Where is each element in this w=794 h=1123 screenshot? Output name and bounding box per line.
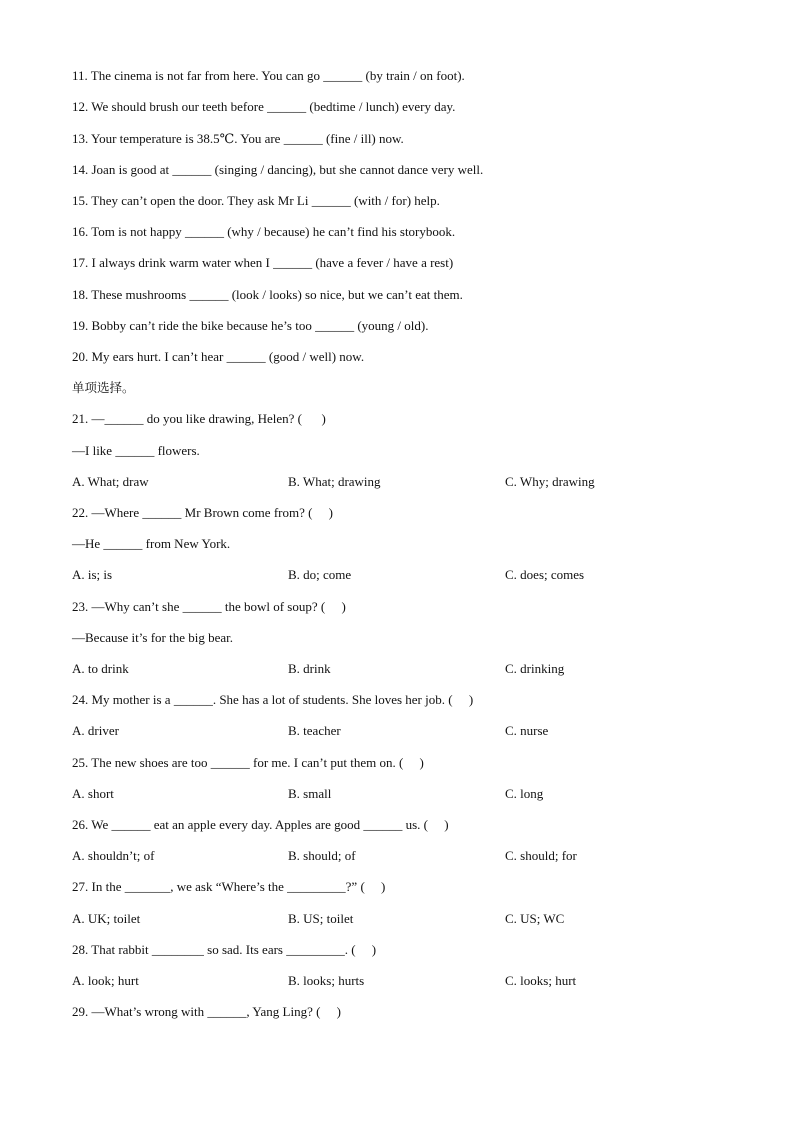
question-23-option-a: A. to drink: [72, 661, 129, 676]
question-28-option-c: C. looks; hurt: [505, 973, 577, 988]
question-22-stem: 22. —Where ______ Mr Brown come from? ( ): [72, 505, 334, 520]
question-21-option-c: C. Why; drawing: [505, 474, 595, 489]
question-25-option-a: A. short: [72, 786, 114, 801]
question-25-option-c: C. long: [505, 786, 544, 801]
fill-in-item-14: 14. Joan is good at ______ (singing / dancing), but she cannot dance very well.: [72, 162, 484, 177]
fill-in-item-17: 17. I always drink warm water when I ______ (have a fever / have a rest): [72, 255, 454, 270]
question-28-stem: 28. That rabbit ________ so sad. Its ears _________. ( ): [72, 942, 377, 957]
question-28-option-b: B. looks; hurts: [288, 973, 365, 988]
fill-in-item-16: 16. Tom is not happy ______ (why / because) he can’t find his storybook.: [72, 224, 456, 239]
question-27-option-b: B. US; toilet: [288, 911, 354, 926]
question-27-stem: 27. In the _______, we ask “Where’s the _________?” ( ): [72, 879, 386, 894]
question-26-option-a: A. shouldn’t; of: [72, 848, 155, 863]
question-21-stem: 21. —______ do you like drawing, Helen? ( ): [72, 411, 326, 426]
fill-in-item-13: 13. Your temperature is 38.5℃. You are ______ (fine / ill) now.: [72, 131, 404, 146]
fill-in-item-19: 19. Bobby can’t ride the bike because he’s too ______ (young / old).: [72, 318, 429, 333]
question-28-option-a: A. look; hurt: [72, 973, 139, 988]
question-23-option-c: C. drinking: [505, 661, 565, 676]
question-24-option-a: A. driver: [72, 723, 119, 738]
question-23-answer-line: —Because it’s for the big bear.: [72, 630, 234, 645]
question-26-option-b: B. should; of: [288, 848, 356, 863]
question-26-option-c: C. should; for: [505, 848, 577, 863]
question-23-stem: 23. —Why can’t she ______ the bowl of soup? ( ): [72, 599, 346, 614]
question-22-option-b: B. do; come: [288, 567, 352, 582]
question-22-option-c: C. does; comes: [505, 567, 585, 582]
question-25-option-b: B. small: [288, 786, 332, 801]
fill-in-item-12: 12. We should brush our teeth before ______ (bedtime / lunch) every day.: [72, 99, 456, 114]
question-22-option-a: A. is; is: [72, 567, 113, 582]
fill-in-item-15: 15. They can’t open the door. They ask Mr Li ______ (with / for) help.: [72, 193, 440, 208]
question-24-stem: 24. My mother is a ______. She has a lot of students. She loves her job. ( ): [72, 692, 474, 707]
question-21-option-a: A. What; draw: [72, 474, 149, 489]
question-23-option-b: B. drink: [288, 661, 331, 676]
question-27-option-a: A. UK; toilet: [72, 911, 141, 926]
fill-in-item-11: 11. The cinema is not far from here. You can go ______ (by train / on foot).: [72, 68, 465, 83]
question-24-option-c: C. nurse: [505, 723, 549, 738]
question-27-option-c: C. US; WC: [505, 911, 565, 926]
question-29-stem: 29. —What’s wrong with ______, Yang Ling? ( ): [72, 1004, 342, 1019]
question-22-answer-line: —He ______ from New York.: [72, 536, 231, 551]
question-24-option-b: B. teacher: [288, 723, 341, 738]
fill-in-item-20: 20. My ears hurt. I can’t hear ______ (good / well) now.: [72, 349, 365, 364]
section-title: 单项选择。: [72, 380, 135, 395]
question-25-stem: 25. The new shoes are too ______ for me. I can’t put them on. ( ): [72, 755, 424, 770]
question-21-answer-line: —I like ______ flowers.: [72, 443, 200, 458]
question-21-option-b: B. What; drawing: [288, 474, 381, 489]
fill-in-item-18: 18. These mushrooms ______ (look / looks) so nice, but we can’t eat them.: [72, 287, 463, 302]
question-26-stem: 26. We ______ eat an apple every day. Apples are good ______ us. ( ): [72, 817, 449, 832]
